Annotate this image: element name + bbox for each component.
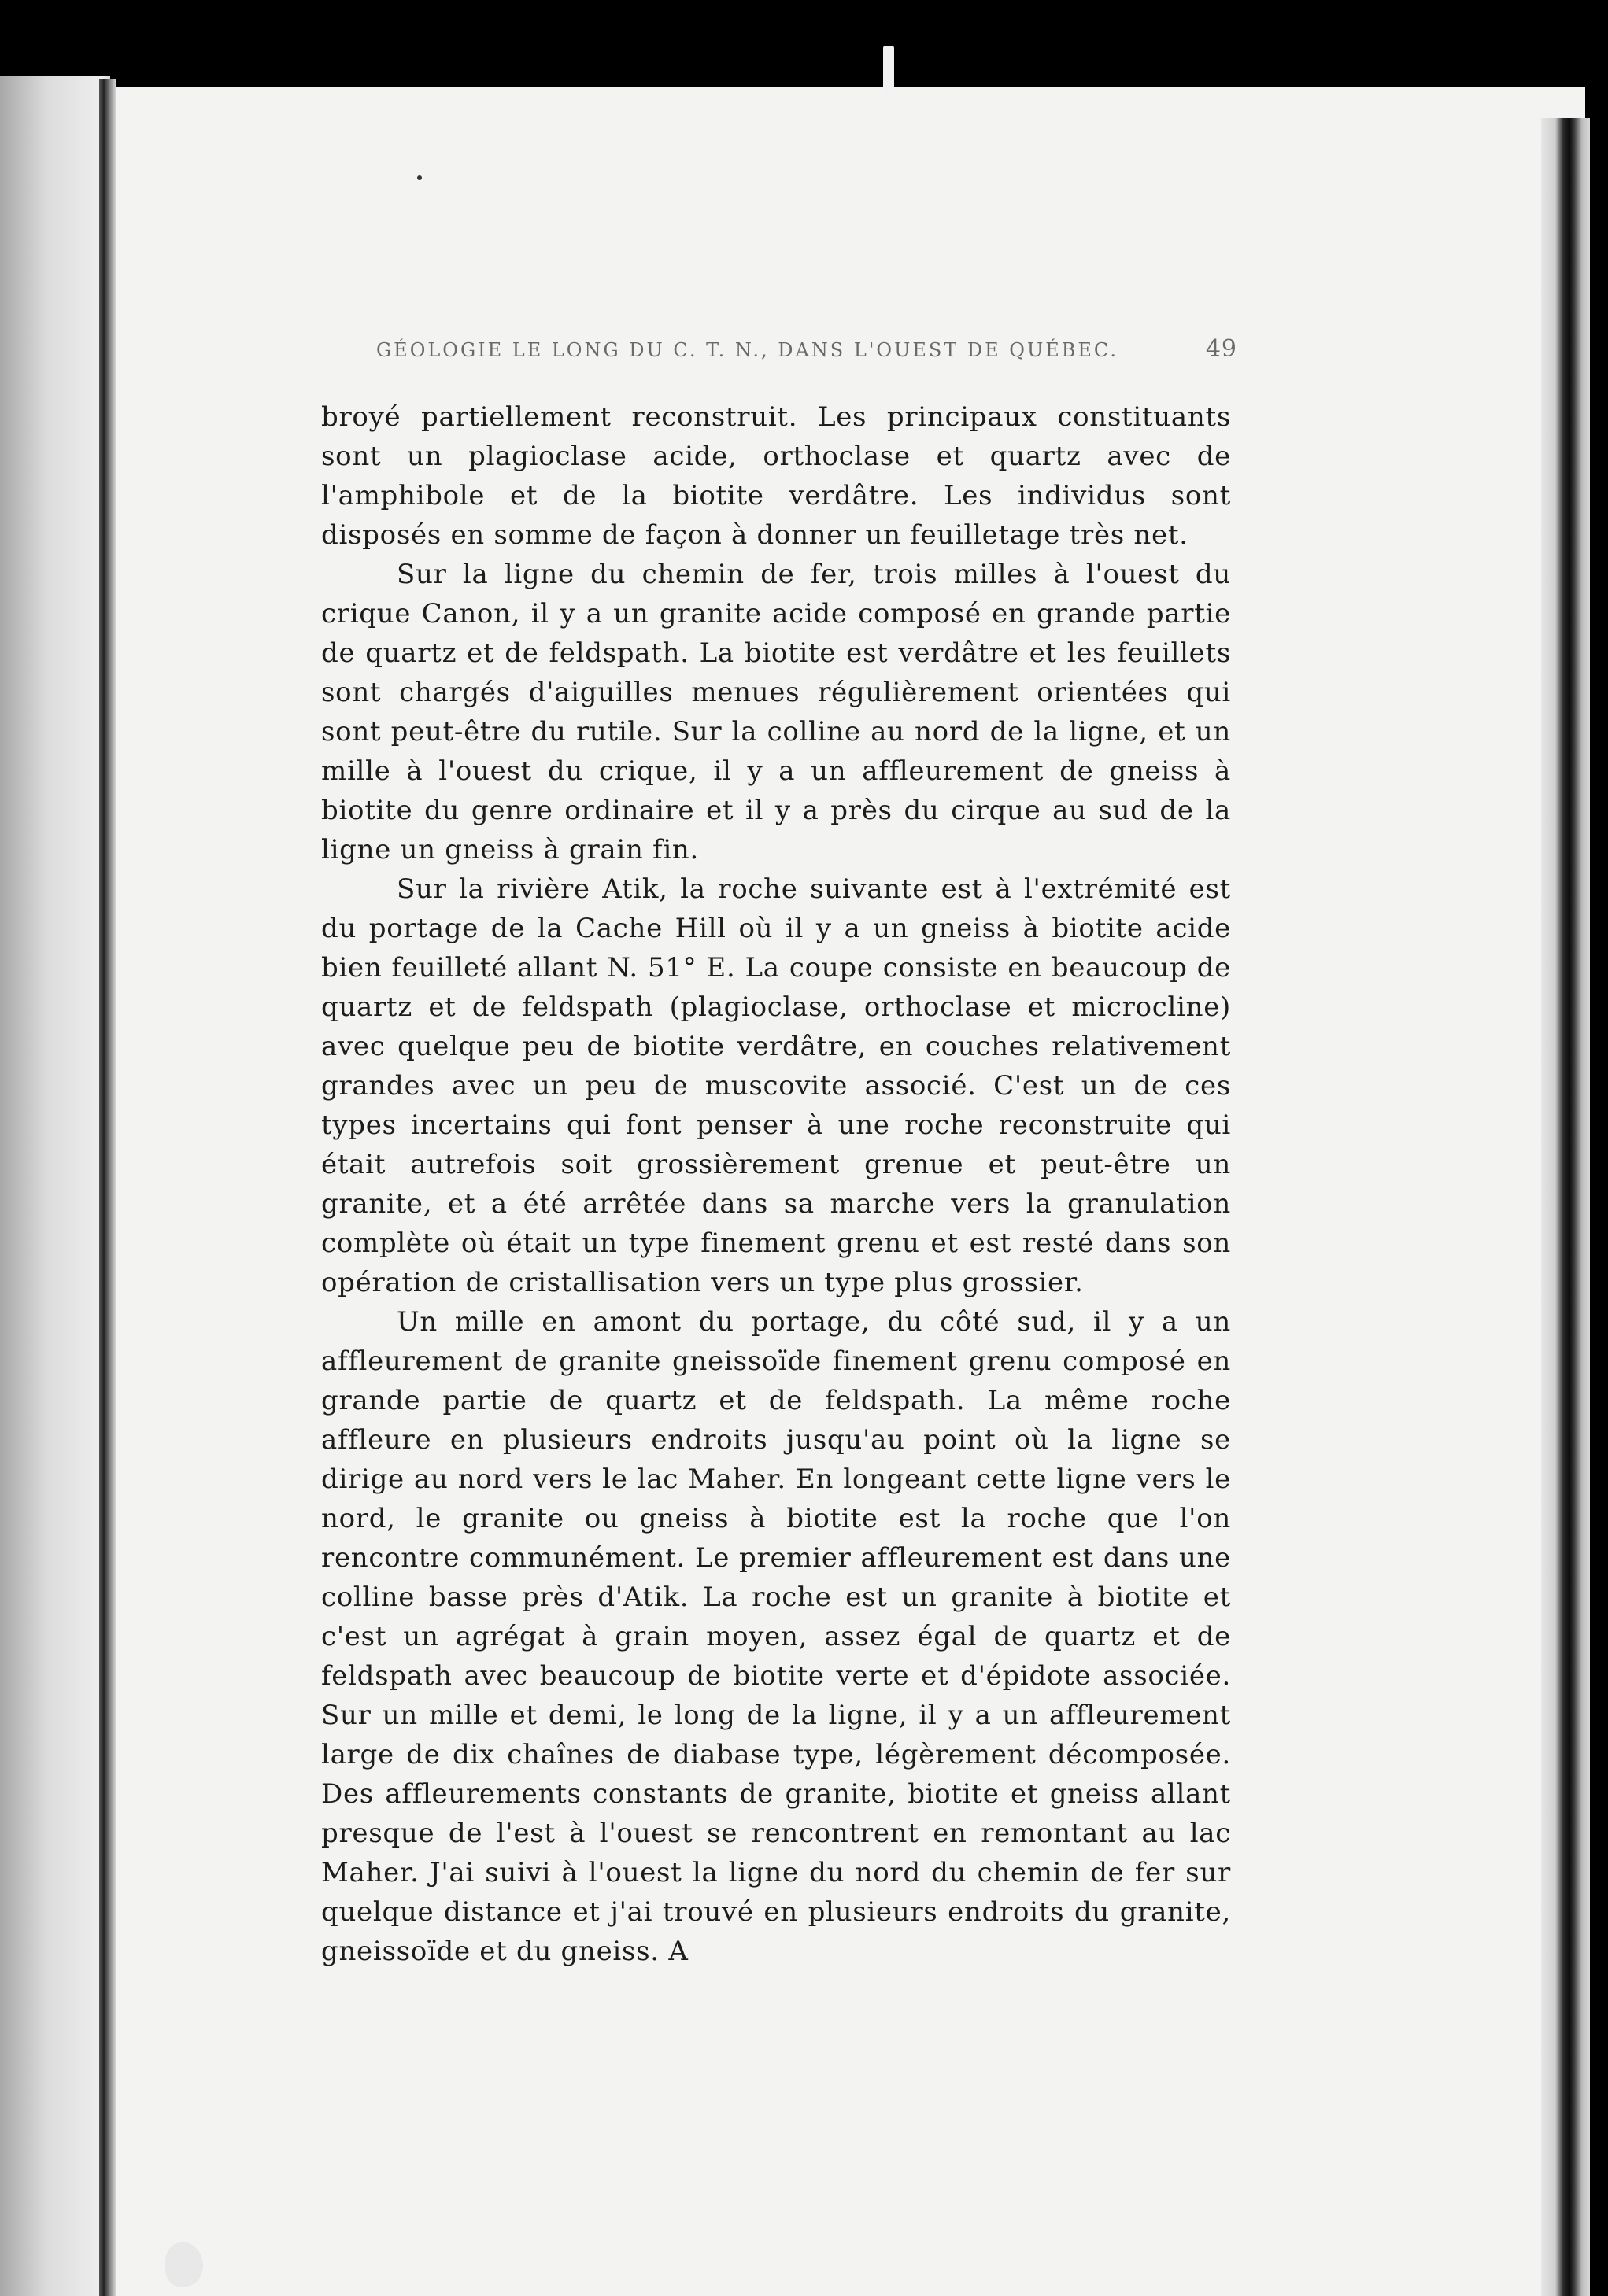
page-right-edge bbox=[1541, 118, 1590, 2296]
running-header bbox=[376, 335, 1237, 363]
body-text bbox=[321, 397, 1231, 1971]
ink-speck bbox=[417, 175, 422, 180]
page-number: 49 bbox=[1205, 335, 1237, 363]
facing-page-edge bbox=[0, 76, 110, 2296]
paragraph-4: Un mille en amont du portage, du côté sud, il y a un affleurement de granite gneissoïde finement grenu composé en grande partie de quartz et de feldspath. La même roche affleure en plusieurs endroits jusqu'au point où la ligne se dirige au nord vers le lac Maher. En longeant cette ligne vers le nord, le granite ou gneiss à biotite est la roche que l'on rencontre communément. Le premier affleurement est dans une colline basse près d'Atik. La roche est un granite à biotite et c'est un agrégat à grain moyen, assez égal de quartz et de feldspath avec beaucoup de biotite verte et d'épidote associée. Sur un mille et demi, le long de la ligne, il y a un affleurement large de dix chaînes de diabase type, légèrement décomposée. Des affleurements constants de granite, biotite et gneiss allant presque de l'est à l'ouest se rencontrent en remontant au lac Maher. J'ai suivi à l'ouest la ligne du nord du chemin de fer sur quelque distance et j'ai trouvé en plusieurs endroits du granite, gneissoïde et du gneiss. A bbox=[321, 1306, 1231, 1967]
page-corner-smudge bbox=[165, 2242, 203, 2287]
book-gutter bbox=[99, 79, 116, 2296]
paragraph-3: Sur la rivière Atik, la roche suivante est à l'extrémité est du portage de la Cache Hill où il y a un gneiss à biotite acide bien feuilleté allant N. 51° E. La coupe consiste en beaucoup de quartz et de feldspath (plagioclase, orthoclase et microcline) avec quelque peu de biotite verdâtre, en couches relativement grandes avec un peu de muscovite associé. C'est un de ces types incertains qui font penser à une roche reconstruite qui était autrefois soit grossièrement grenue et peut-être un granite, et a été arrêtée dans sa marche vers la granulation complète où était un type finement grenu et est resté dans son opération de cristallisation vers un type plus grossier. bbox=[321, 873, 1231, 1298]
paragraph-2: Sur la ligne du chemin de fer, trois milles à l'ouest du crique Canon, il y a un granite acide composé en grande partie de quartz et de feldspath. La biotite est verdâtre et les feuillets sont chargés d'aiguilles menues régulièrement orientées qui sont peut-être du rutile. Sur la colline au nord de la ligne, et un mille à l'ouest du crique, il y a un affleurement de gneiss à biotite du genre ordinaire et il y a près du cirque au sud de la ligne un gneiss à grain fin. bbox=[321, 559, 1231, 866]
running-header-title: GÉOLOGIE LE LONG DU C. T. N., DANS L'OUEST DE QUÉBEC. bbox=[376, 339, 1119, 361]
paragraph-1: broyé partiellement reconstruit. Les principaux constituants sont un plagioclase acide, orthoclase et quartz avec de l'amphibole et de la biotite verdâtre. Les individus sont disposés en somme de façon à donner un feuilletage très net. bbox=[321, 401, 1231, 551]
page-marker-tab bbox=[883, 46, 894, 94]
